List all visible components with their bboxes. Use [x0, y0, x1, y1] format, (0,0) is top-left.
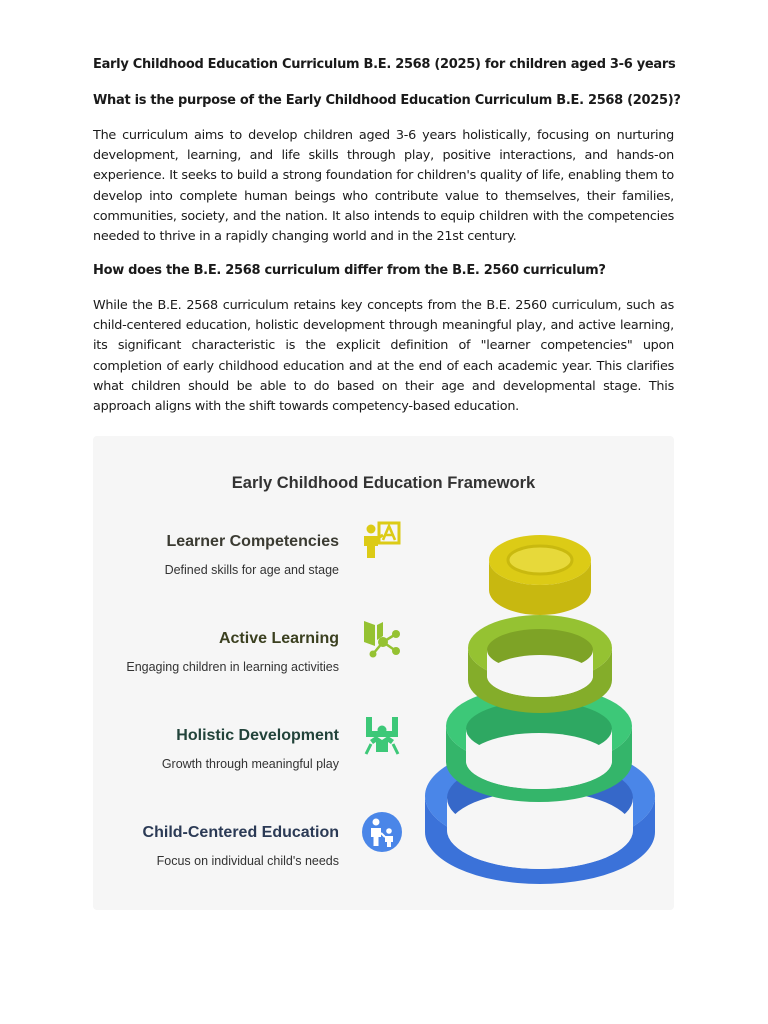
layer-active-learning [126, 629, 339, 675]
answer-paragraph-difference: While the B.E. 2568 curriculum retains key concepts from the B.E. 2560 curriculum, such as child-centered education, holistic development through meaningful play, and active learning, its significant characteristic is the explicit definition of "learner competencies" upon completion of early childhood education and at the end of each academic year. This clarifies what children should be able to do based on their age and developmental stage. This approach aligns with the shift towards competency-based education. [93, 298, 674, 415]
layer-title: Holistic Development [176, 727, 339, 744]
ring-learner-competencies [489, 535, 591, 615]
learner-competencies-icon [361, 520, 403, 562]
active-learning-icon [361, 616, 403, 658]
answer-paragraph-purpose: The curriculum aims to develop children aged 3-6 years holistically, focusing on nurturing development, learning, and life skills through play, positive interactions, and hands-on experience. It seeks to build a strong foundation for children's quality of life, enabling them to develop into complete human beings who contribute value to themselves, their families, communities, society, and the nation. It also intends to equip children with the competencies needed to thrive in a rapidly changing world and in the 21st century. [93, 128, 674, 245]
child-centered-icon [361, 811, 403, 853]
layer-holistic-development [162, 726, 339, 772]
infographic-title: Early Childhood Education Framework [231, 474, 536, 492]
question-heading-purpose: What is the purpose of the Early Childhood Education Curriculum B.E. 2568 (2025)? [93, 93, 681, 108]
framework-infographic [93, 436, 674, 910]
layer-title: Child-Centered Education [142, 824, 339, 841]
layer-description: Growth through meaningful play [161, 757, 339, 771]
layer-learner-competencies [165, 532, 339, 578]
holistic-development-icon [361, 714, 403, 756]
layer-child-centered-education [143, 823, 339, 869]
question-heading-difference: How does the B.E. 2568 curriculum differ from the B.E. 2560 curriculum? [93, 263, 606, 278]
layer-title: Active Learning [218, 630, 339, 647]
layer-description: Defined skills for age and stage [164, 563, 339, 577]
document-title: Early Childhood Education Curriculum B.E. 2568 (2025) for children aged 3-6 years [93, 57, 676, 72]
layer-description: Focus on individual child's needs [156, 854, 339, 868]
layer-description: Engaging children in learning activities [126, 660, 339, 674]
layer-title: Learner Competencies [166, 533, 339, 550]
ring-active-learning [468, 615, 612, 713]
